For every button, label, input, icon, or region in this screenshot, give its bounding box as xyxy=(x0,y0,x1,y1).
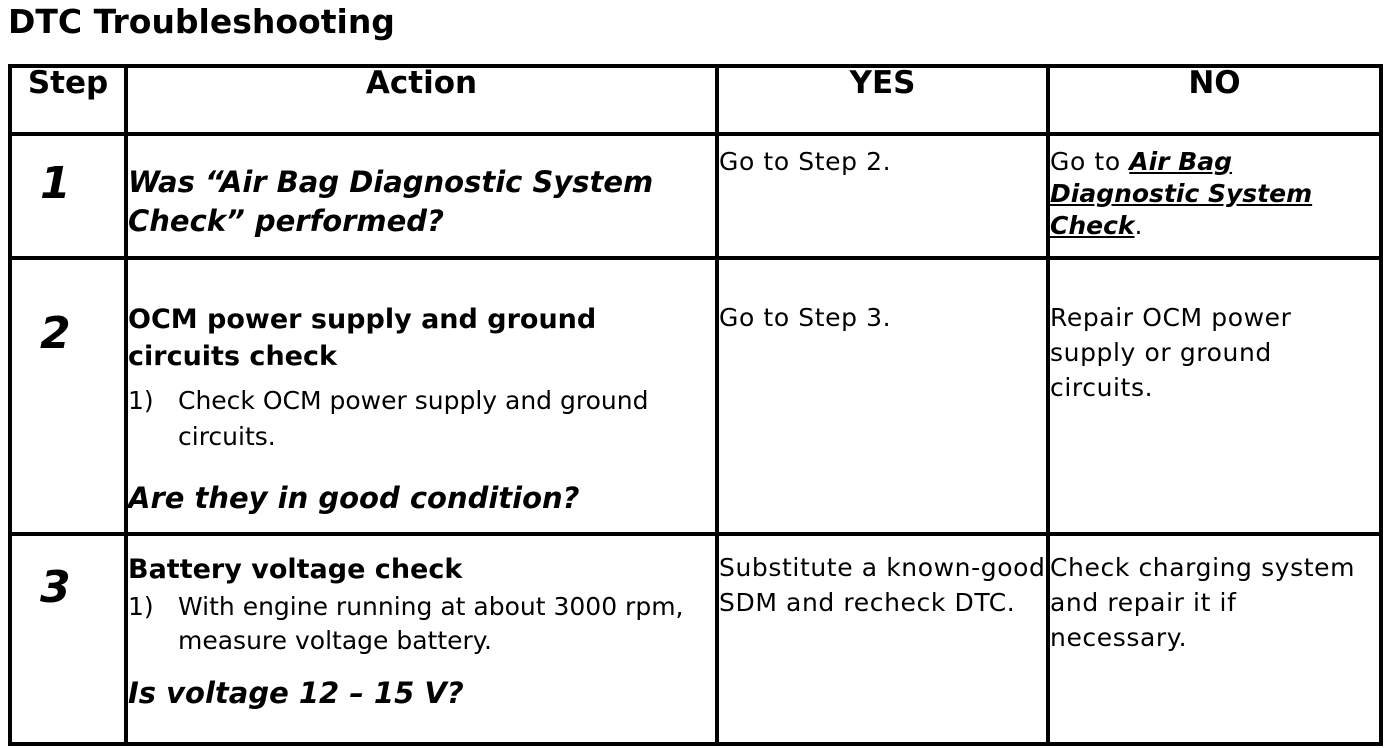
action-question: Is voltage 12 – 15 V? xyxy=(128,676,464,710)
no-cell: Check charging system and repair it if necessary. xyxy=(1048,534,1381,744)
list-number: 1) xyxy=(128,386,154,415)
action-question: Was “Air Bag Diagnostic System Check” performed? xyxy=(128,165,654,238)
step-number: 2 xyxy=(40,308,71,359)
step-cell xyxy=(10,134,126,258)
header-no: NO xyxy=(1048,66,1381,134)
table-row xyxy=(10,258,1381,534)
step-cell xyxy=(10,258,126,534)
step-cell xyxy=(10,534,126,744)
action-list-item xyxy=(128,383,715,455)
step-number: 1 xyxy=(40,158,71,209)
no-cell xyxy=(1048,134,1381,258)
list-number: 1) xyxy=(128,592,154,621)
table-row xyxy=(10,134,1381,258)
action-cell xyxy=(126,534,717,744)
table-row xyxy=(10,534,1381,744)
header-yes: YES xyxy=(717,66,1048,134)
header-action: Action xyxy=(126,66,717,134)
header-step: Step xyxy=(10,66,126,134)
action-cell xyxy=(126,134,717,258)
list-text: Check OCM power supply and ground circuits. xyxy=(178,386,649,451)
table-header-row xyxy=(10,66,1381,134)
action-question: Are they in good condition? xyxy=(128,481,580,515)
yes-cell: Substitute a known-good SDM and recheck DTC. xyxy=(717,534,1048,744)
no-cell: Repair OCM power supply or ground circuits. xyxy=(1048,258,1381,534)
yes-cell: Go to Step 2. xyxy=(717,134,1048,258)
action-heading: Battery voltage check xyxy=(128,554,463,585)
action-cell xyxy=(126,258,717,534)
action-list-item xyxy=(128,590,715,658)
action-heading: OCM power supply and ground circuits check xyxy=(128,304,597,372)
list-text: With engine running at about 3000 rpm, measure voltage battery. xyxy=(178,592,684,655)
no-text-prefix: Go to xyxy=(1050,147,1130,176)
step-number: 3 xyxy=(40,562,71,613)
dtc-troubleshooting-table xyxy=(8,64,1383,746)
air-bag-diagnostic-check-link[interactable]: Air Bag Diagnostic System Check xyxy=(1050,147,1313,240)
yes-cell: Go to Step 3. xyxy=(717,258,1048,534)
page-title: DTC Troubleshooting xyxy=(8,2,395,41)
no-text-suffix: . xyxy=(1134,211,1144,240)
